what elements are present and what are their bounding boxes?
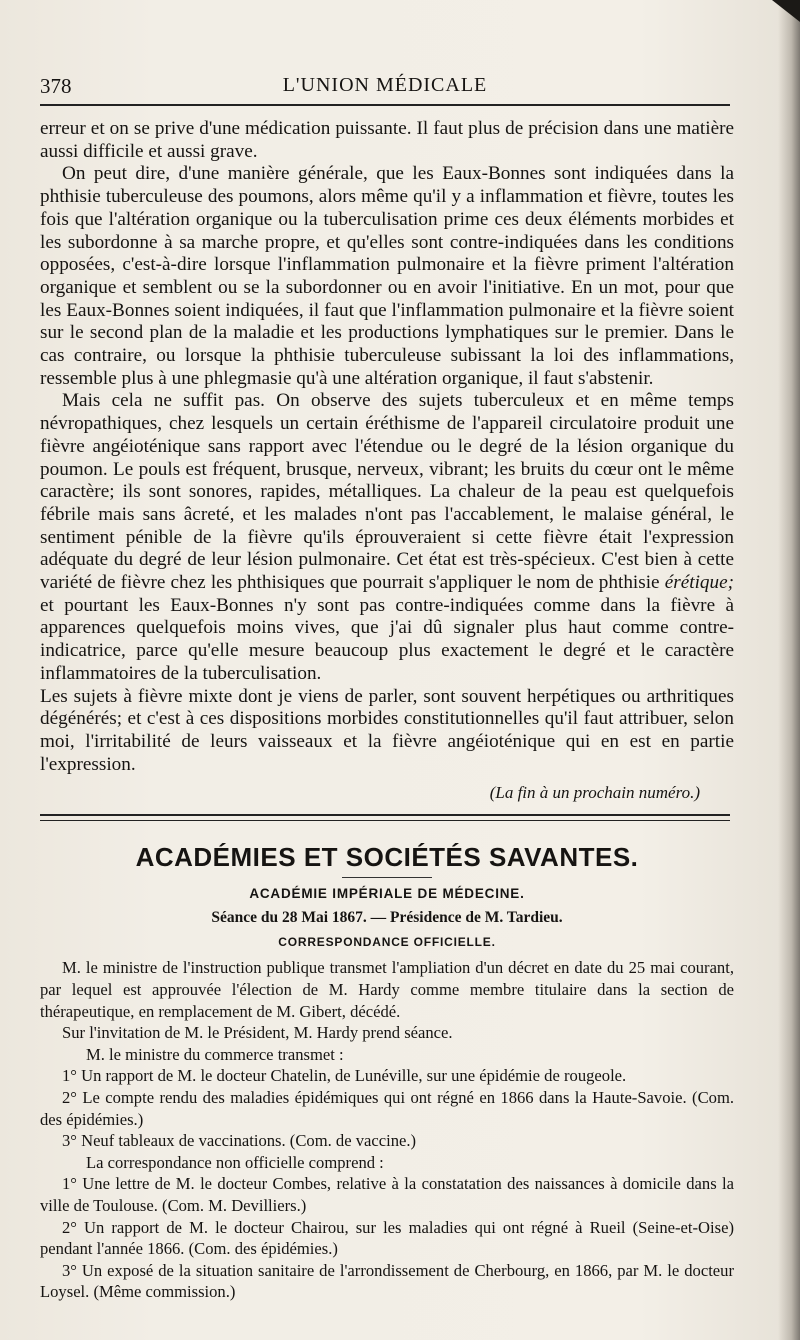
italic-term: érétique; [664,572,735,594]
paragraph: Sur l'invitation de M. le Président, M. Hardy prend séance. [62,1023,453,1043]
page-edge-shadow [778,0,800,1340]
session-line: Séance du 28 Mai 1867. — Présidence de M. Tardieu. [211,909,563,927]
page-content [40,118,734,1303]
paragraph: M. le ministre de l'instruction publique transmet l'ampliation d'un décret en date du 25 mai courant, par lequel est approuvée l'élection de M. Hardy comme membre titulaire dans la section de thérapeutique, en remplacement de M. Gibert, décédé. [40,958,734,1021]
list-item: 2° Le compte rendu des maladies épidémiques qui ont régné en 1866 dans la Haute-Savoie. (Com. des épidémies.) [40,1087,734,1129]
title-underline [342,877,432,878]
page-number: 378 [40,74,72,98]
list-item: 1° Un rapport de M. le docteur Chatelin, de Lunéville, sur une épidémie de rougeole. [62,1066,627,1086]
correspondance-heading: CORRESPONDANCE OFFICIELLE. [278,935,496,950]
list-intro: La correspondance non officielle comprend : [86,1152,384,1172]
section-title: ACADÉMIES ET SOCIÉTÉS SAVANTES. [135,842,639,873]
list-item: 2° Un rapport de M. le docteur Chairou, sur les maladies qui ont régné à Rueil (Seine-et-Oise) pendant l'année 1866. (Com. des épidémies.) [40,1217,734,1259]
page-corner [772,0,800,22]
section-divider [40,814,730,821]
paragraph: erreur et on se prive d'une médication puissante. Il faut plus de précision dans une matière aussi difficile et aussi grave. [40,118,734,162]
list-item: 3° Neuf tableaux de vaccinations. (Com. de vaccine.) [62,1131,417,1151]
header-rule [40,104,730,106]
paragraph: Les sujets à fièvre mixte dont je viens de parler, sont souvent herpétiques ou arthritiques dégénérés; et c'est à ces dispositions morbides constitutionnelles qu'il faut attribuer, selon moi, l'irritabilité de leurs vaisseaux et la fièvre angéioténique qui en est en partie l'expression. [40,685,734,775]
paragraph-text: Mais cela ne suffit pas. On observe des sujets tuberculeux et en même temps névropathiques, chez lesquels un certain éréthisme de l'appareil circulatoire produit une fièvre angéioténique sans rapport avec l'étendue ou le degré de la lésion organique du poumon. Le pouls est fréquent, brusque, nerveux, vibrant; les bruits du cœur ont le même caractère; ils sont sonores, rapides, métalliques. La chaleur de la peau est quelquefois fébrile mais sans âcreté, et les malades n'ont pas l'accablement, le malaise général, le sentiment pénible de la fièvre qu'ils éprouveraient si cette fièvre était l'expression adéquate du degré de leur lésion pulmonaire. Cet état est très-spécieux. C'est bien à cette variété de fièvre chez les phthisiques que pourrait s'appliquer le nom de phthisie [40,390,734,594]
list-item: 3° Un exposé de la situation sanitaire de l'arrondissement de Cherbourg, en 1866, par M. le docteur Loysel. (Même commission.) [40,1260,734,1302]
page-header [40,74,730,100]
paragraph [40,390,734,685]
academy-heading: ACADÉMIE IMPÉRIALE DE MÉDECINE. [249,886,525,902]
paragraph: On peut dire, d'une manière générale, que les Eaux-Bonnes sont indiquées dans la phthisie tuberculeuse des poumons, alors même qu'il y a inflammation et fièvre, toutes les fois que l'altération organique ou la tuberculisation prime ces deux éléments morbides et les subordonne à sa marche propre, et qu'elles sont contre-indiquées dans les conditions opposées, c'est-à-dire lorsque l'inflammation pulmonaire et la fièvre priment l'altération organique et semblent ou se la subordonner ou en avoir l'initiative. En un mot, pour que les Eaux-Bonnes soient indiquées, il faut que l'inflammation pulmonaire et la fièvre soient sur le second plan de la maladie et les productions lymphatiques sur le premier. Dans le cas contraire, ou lorsque la phthisie tuberculeuse subissant la loi des inflammations, ressemble plus à une phlegmasie qu'à une altération organique, il faut s'abstenir. [40,163,734,389]
section-body [40,957,734,1303]
paragraph-text: et pourtant les Eaux-Bonnes n'y sont pas contre-indiquées comme dans la fièvre à apparences quelquefois moins vives, que j'ai dû signaler plus haut comme contre-indicatrice, parce qu'elle mesure beaucoup plus exactement le degré et le caractère inflammatoires de la tuberculisation. [40,594,734,684]
continuation-note: (La fin à un prochain numéro.) [489,783,700,803]
running-title: L'UNION MÉDICALE [282,74,488,96]
list-intro: M. le ministre du commerce transmet : [86,1044,344,1064]
list-item: 1° Une lettre de M. le docteur Combes, relative à la constatation des naissances à domicile dans la ville de Toulouse. (Com. M. Devilliers.) [40,1174,734,1215]
